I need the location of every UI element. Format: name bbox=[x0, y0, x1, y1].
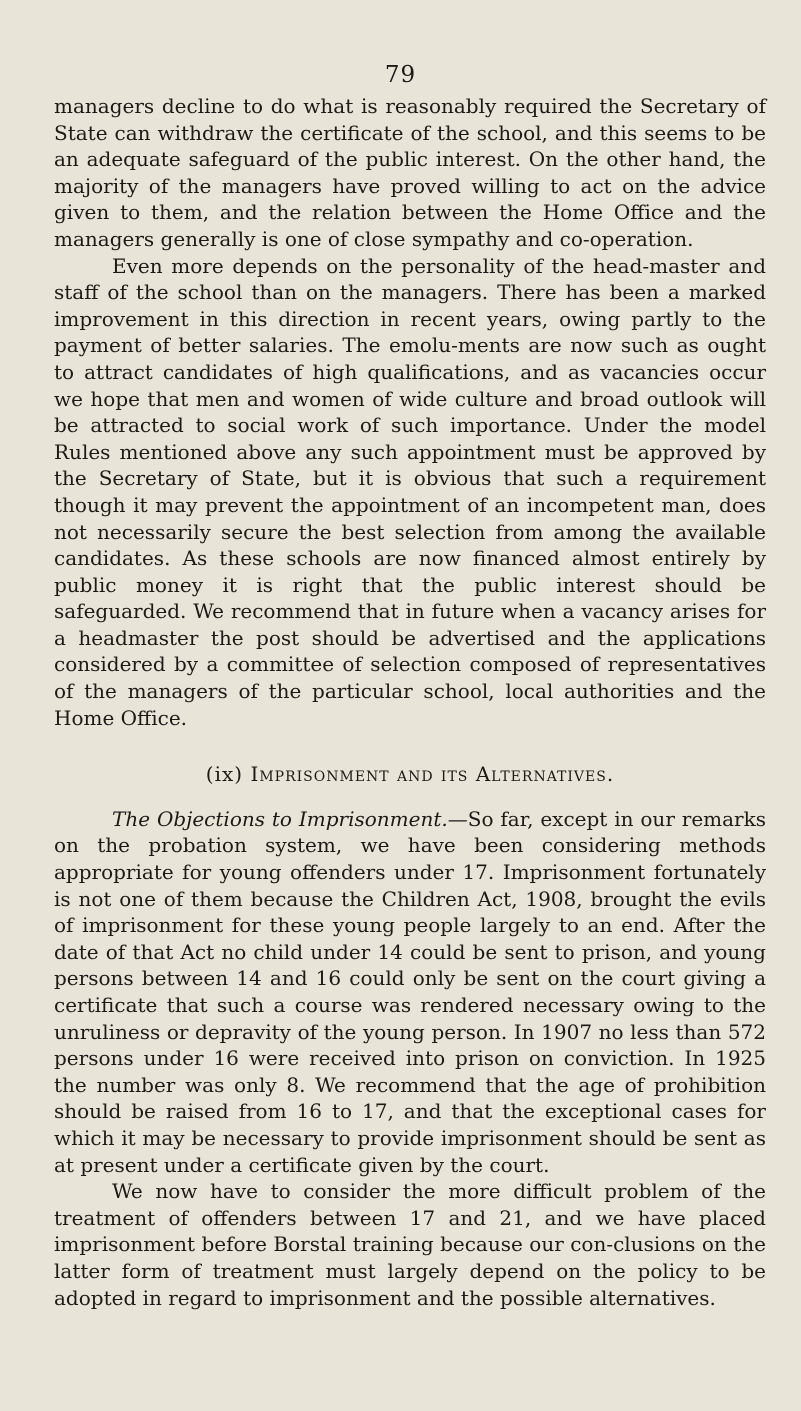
body-text bbox=[54, 93, 766, 1311]
section-number: (ix) bbox=[205, 762, 244, 787]
section-heading bbox=[54, 761, 766, 788]
page-number: 79 bbox=[384, 62, 417, 88]
paragraph-4: We now have to consider the more difficult problem of the treatment of offenders between 17 and 21, and we have placed imprisonment before Borstal training because our con-clusions on the latter form of treatment must largely depend on the policy to be adopted in regard to imprisonment and the possible alternatives. bbox=[54, 1179, 766, 1310]
section-title: Imprisonment and its Alternatives. bbox=[250, 762, 615, 787]
paragraph-1: managers decline to do what is reasonably required the Secretary of State can withdraw the certificate of the school, and this seems to be an adequate safeguard of the public interest. On the other hand, the majority of the managers have proved willing to act on the advice given to them, and the relation between the Home Office and the managers generally is one of close sympathy and co-operation. bbox=[54, 94, 766, 251]
subheading: The Objections to Imprisonment.— bbox=[112, 806, 468, 831]
paragraph-3 bbox=[54, 806, 766, 1178]
paragraph-3-text: So far, except in our remarks on the probation system, we have been considering methods appropriate for young offenders under 17. Imprisonment fortunately is not one of them because the Children Act, 1908, brought the evils of imprisonment for these young people largely to an end. After the date of that Act no child under 14 could be sent to prison, and young persons between 14 and 16 could only be sent on the court giving a certificate that such a course was rendered necessary owing to the unruliness or depravity of the young person. In 1907 no less than 572 persons under 16 were received into prison on conviction. In 1925 the number was only 8. We recommend that the age of prohibition should be raised from 16 to 17, and that the exceptional cases for which it may be necessary to provide imprisonment should be sent as at present under a certificate given by the court. bbox=[54, 806, 766, 1177]
paragraph-2: Even more depends on the personality of the head-master and staff of the school than on the managers. There has been a marked improvement in this direction in recent years, owing partly to the payment of better salaries. The emolu-ments are now such as ought to attract candidates of high qualifications, and as vacancies occur we hope that men and women of wide culture and broad outlook will be attracted to social work of such importance. Under the model Rules mentioned above any such appointment must be approved by the Secretary of State, but it is obvious that such a requirement though it may prevent the appointment of an incompetent man, does not necessarily secure the best selection from among the available candidates. As these schools are now financed almost entirely by public money it is right that the public interest should be safeguarded. We recommend that in future when a vacancy arises for a headmaster the post should be advertised and the applications considered by a committee of selection composed of representatives of the managers of the particular school, local authorities and the Home Office. bbox=[54, 253, 766, 730]
